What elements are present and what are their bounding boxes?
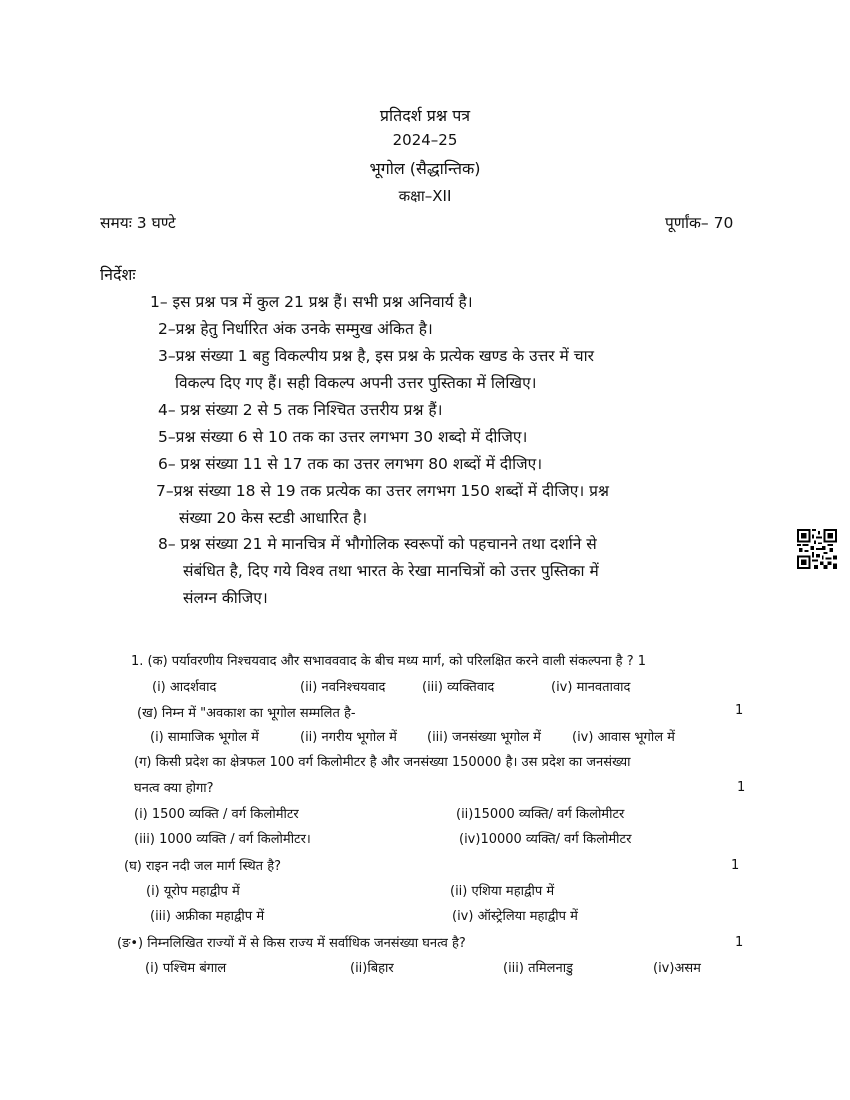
instruction-item: 2–प्रश्न हेतु निर्धारित अंक उनके सम्मुख अंकित है।	[158, 320, 433, 338]
option: (iv)असम	[653, 961, 701, 976]
paper-subject: भूगोल (सैद्धान्तिक)	[369, 159, 481, 178]
option: (i) यूरोप महाद्वीप में	[146, 884, 240, 899]
question-mark: 1	[737, 780, 746, 795]
option: (iii) तमिलनाडु	[503, 961, 574, 976]
instruction-item: 4– प्रश्न संख्या 2 से 5 तक निश्चित उत्तरीय प्रश्न हैं।	[158, 401, 443, 419]
instruction-item: संलग्न कीजिए।	[183, 589, 268, 607]
question-1b: (ख) निम्न में "अवकाश का भूगोल सम्मलित है-	[137, 706, 356, 721]
instruction-item: 5–प्रश्न संख्या 6 से 10 तक का उत्तर लगभग 30 शब्दो में दीजिए।	[158, 428, 528, 446]
instruction-item: संबंधित है, दिए गये विश्व तथा भारत के रेखा मानचित्रों को उत्तर पुस्तिका में	[183, 562, 599, 580]
instruction-item: 7–प्रश्न संख्या 18 से 19 तक प्रत्येक का उत्तर लगभग 150 शब्दों में दीजिए। प्रश्न	[156, 482, 609, 500]
question-1d: (घ) राइन नदी जल मार्ग स्थित है?	[124, 859, 281, 874]
option: (ii) एशिया महाद्वीप में	[450, 884, 555, 899]
paper-title: प्रतिदर्श प्रश्न पत्र	[379, 106, 471, 125]
instruction-item: विकल्प दिए गए हैं। सही विकल्प अपनी उत्तर पुस्तिका में लिखिए।	[175, 374, 537, 392]
instruction-item: 3–प्रश्न संख्या 1 बहु विकल्पीय प्रश्न है, इस प्रश्न के प्रत्येक खण्ड के उत्तर में चार	[158, 347, 594, 365]
instruction-item: 8– प्रश्न संख्या 21 मे मानचित्र में भौगोलिक स्वरूपों को पहचानने तथा दर्शाने से	[158, 535, 597, 553]
option: (i) सामाजिक भूगोल में	[150, 730, 259, 745]
option: (ii) नगरीय भूगोल में	[300, 730, 397, 745]
instruction-item: संख्या 20 केस स्टडी आधारित है।	[179, 509, 368, 527]
option: (iii) व्यक्तिवाद	[422, 680, 495, 695]
instructions-heading: निर्देशः	[100, 265, 136, 284]
question-1c-cont: घनत्व क्या होगा?	[134, 781, 214, 796]
option: (ii)15000 व्यक्ति/ वर्ग किलोमीटर	[456, 807, 625, 822]
option: (iv) मानवतावाद	[551, 680, 631, 695]
question-1c: (ग) किसी प्रदेश का क्षेत्रफल 100 वर्ग किलोमीटर है और जनसंख्या 150000 है। उस प्रदेश का जनसंख्या	[134, 755, 631, 770]
option: (i) 1500 व्यक्ति / वर्ग किलोमीटर	[134, 807, 299, 822]
option: (iv)10000 व्यक्ति/ वर्ग किलोमीटर	[459, 832, 632, 847]
option: (iii) 1000 व्यक्ति / वर्ग किलोमीटर।	[134, 832, 311, 847]
option: (iii) अफ्रीका महाद्वीप में	[150, 909, 265, 924]
option: (ii)बिहार	[350, 961, 394, 976]
option: (iii) जनसंख्या भूगोल में	[427, 730, 541, 745]
qr-code-icon	[797, 528, 837, 570]
option: (iv) ऑस्ट्रेलिया महाद्वीप में	[452, 909, 578, 924]
question-mark: 1	[731, 858, 740, 873]
option: (ii) नवनिश्चयवाद	[300, 680, 386, 695]
option: (iv) आवास भूगोल में	[572, 730, 675, 745]
option: (i) आदर्शवाद	[152, 680, 217, 695]
paper-year: 2024–25	[392, 131, 458, 149]
paper-class: कक्षा–XII	[398, 187, 452, 205]
question-mark: 1	[735, 703, 744, 718]
question-1a: 1. (क) पर्यावरणीय निश्चयवाद और सभावववाद के बीच मध्य मार्ग, को परिलक्षित करने वाली संकल्पना है ? 1	[131, 654, 647, 669]
question-1e: (ङ•) निम्नलिखित राज्यों में से किस राज्य में सर्वाधिक जनसंख्या घनत्व है?	[117, 936, 466, 951]
marks-label: पूर्णांक– 70	[665, 214, 734, 232]
option: (i) पश्चिम बंगाल	[145, 961, 227, 976]
instruction-item: 6– प्रश्न संख्या 11 से 17 तक का उत्तर लगभग 80 शब्दों में दीजिए।	[158, 455, 543, 473]
question-mark: 1	[735, 935, 744, 950]
time-label: समयः 3 घण्टे	[100, 214, 176, 232]
instruction-item: 1– इस प्रश्न पत्र में कुल 21 प्रश्न हैं। सभी प्रश्न अनिवार्य है।	[150, 293, 473, 311]
